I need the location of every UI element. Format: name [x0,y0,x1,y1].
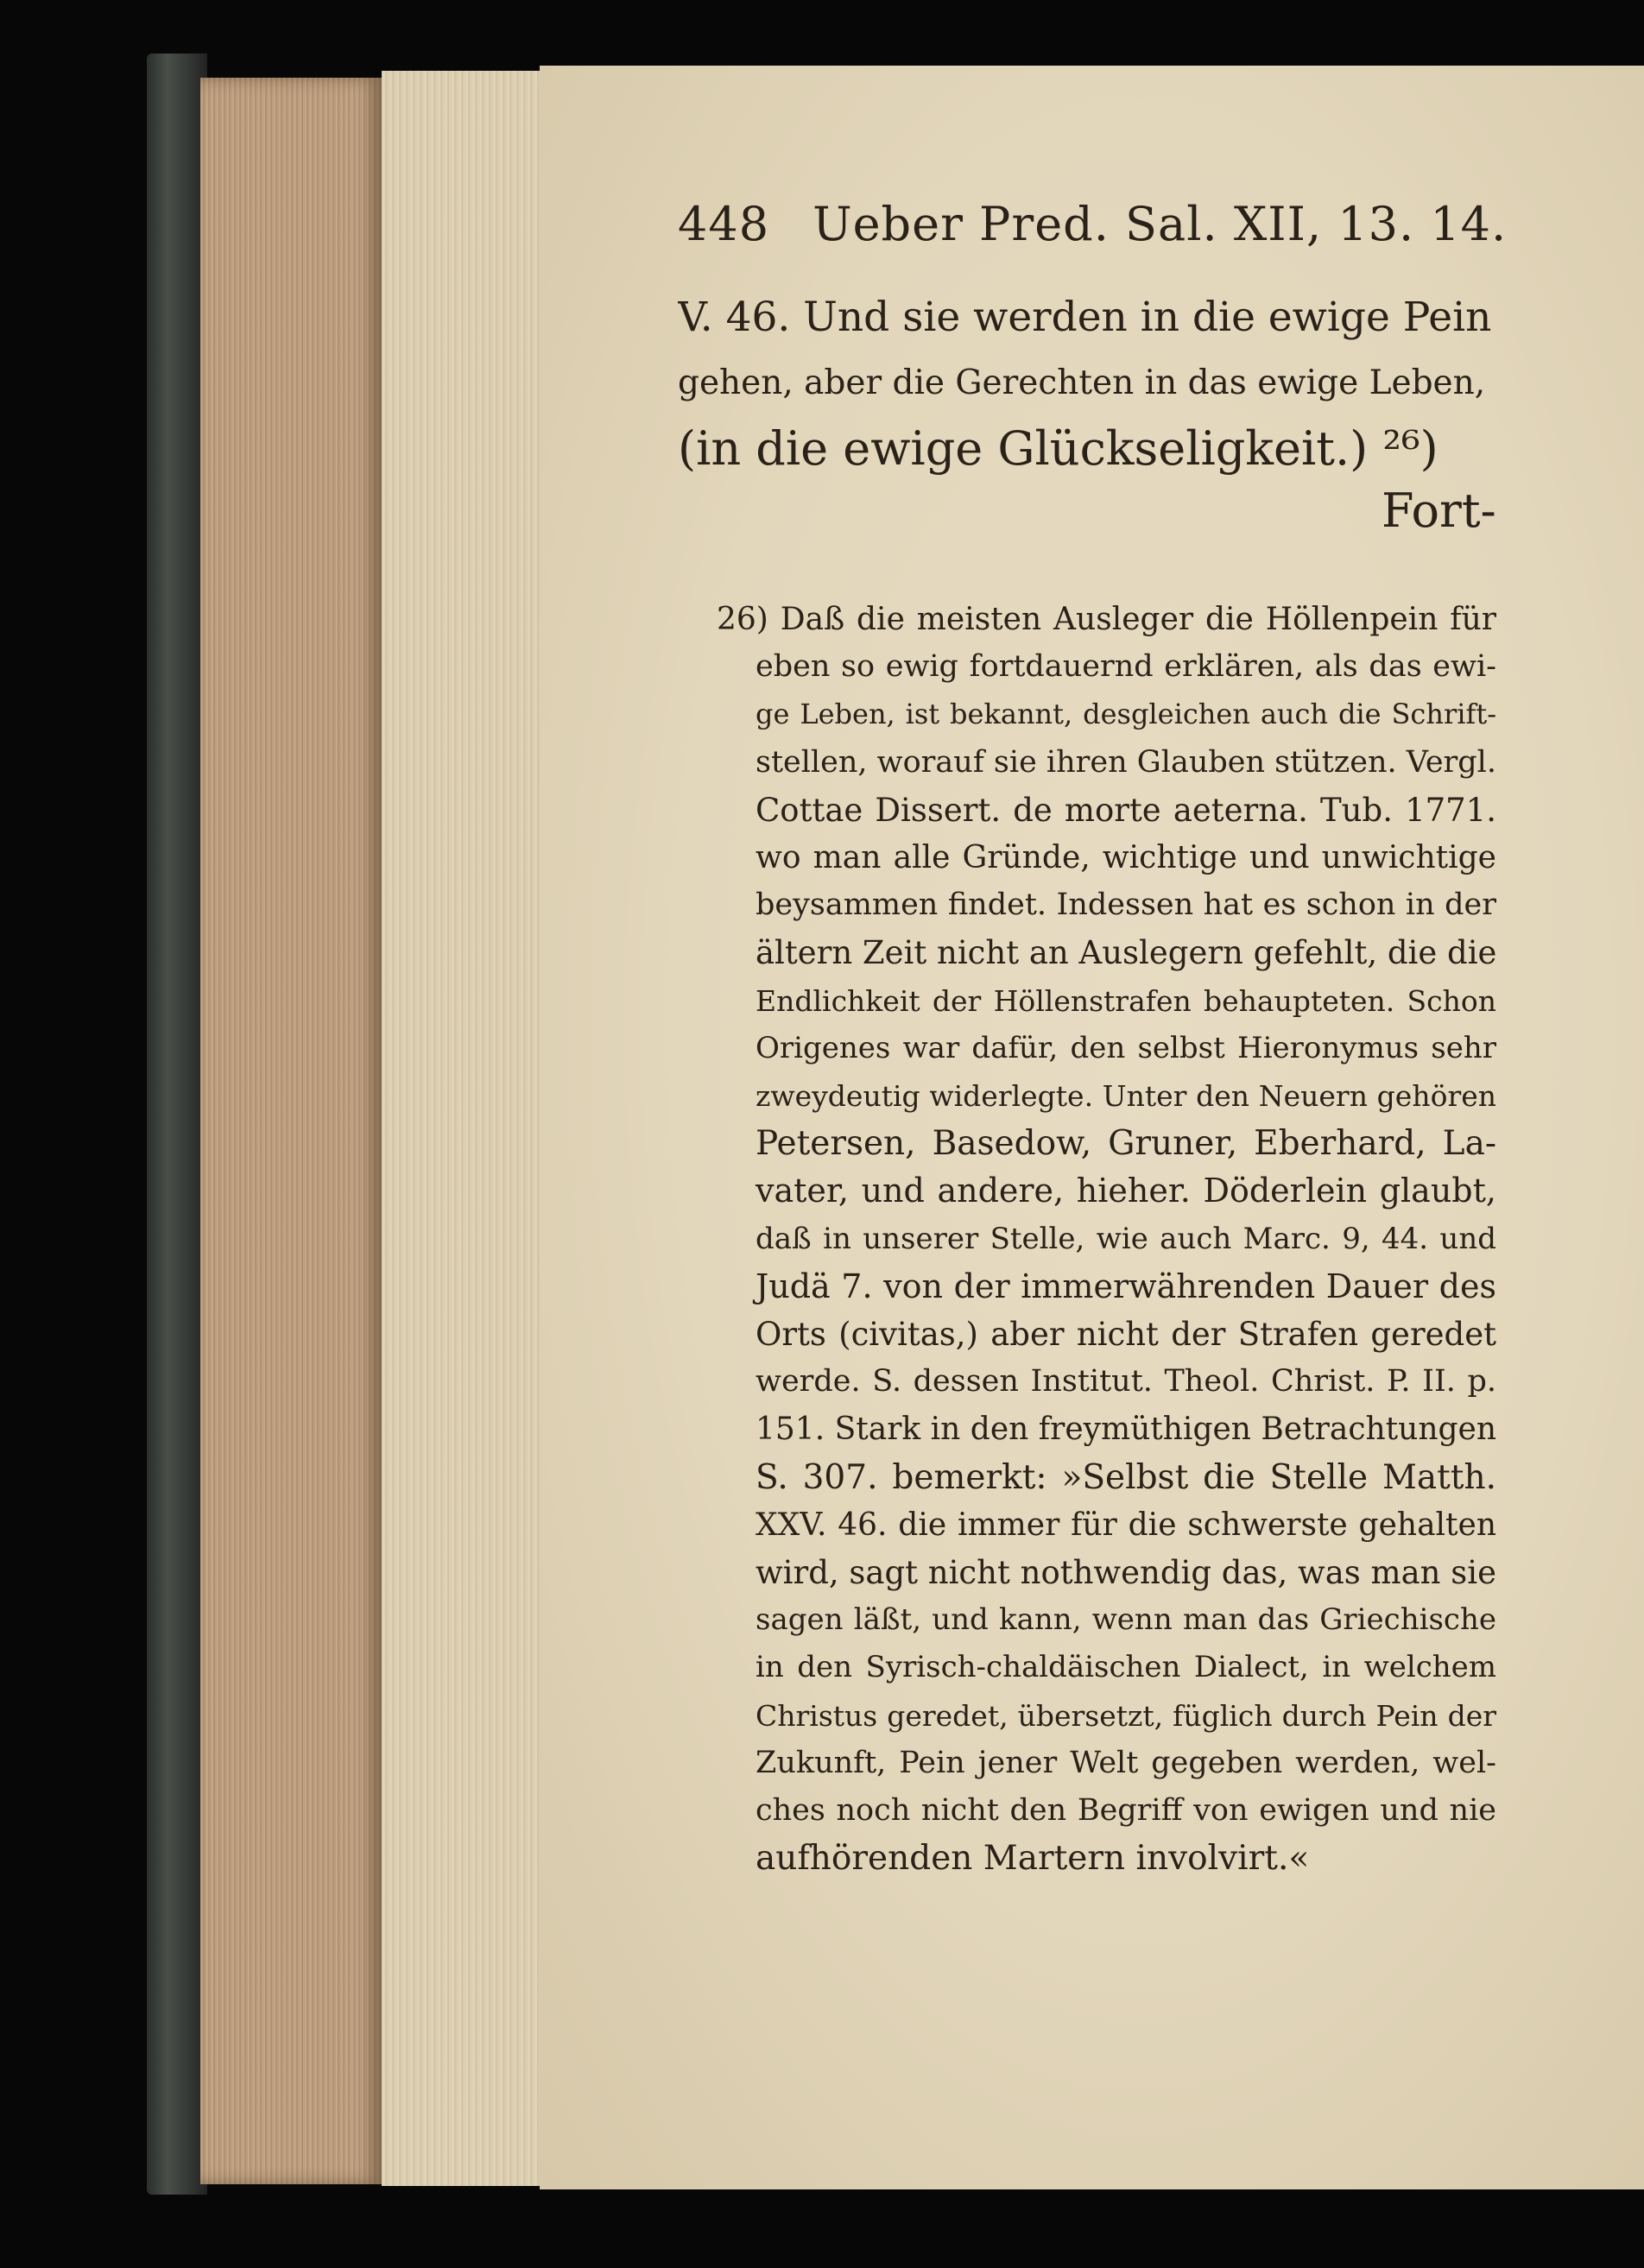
page-number: 448 [678,197,770,251]
running-title: Ueber Pred. Sal. XII, 13. 14. [813,197,1508,251]
footnote-line: Endlichkeit der Höllenstrafen behaupteten. Schon [756,983,1496,1018]
footnote-line: Judä 7. von der immerwährenden Dauer des [756,1267,1496,1305]
footnote-line: Origenes war dafür, den selbst Hieronymus sehr [756,1030,1496,1065]
footnote-line: wird, sagt nicht nothwendig das, was man sie [756,1554,1496,1592]
page-gutter [382,71,546,2186]
verse-block [678,285,1496,482]
footnote-line: Zukunft, Pein jener Welt gegeben werden, wel- [756,1745,1496,1780]
footnote-line: werde. S. dessen Institut. Theol. Christ. P. II. p. [756,1364,1496,1399]
footnote-line: aufhörenden Martern involvirt.« [756,1839,1310,1879]
footnote-line: sagen läßt, und kann, wenn man das Griechische [756,1602,1496,1638]
catchword: Fort- [1382,483,1496,538]
footnote-line: S. 307. bemerkt: »Selbst die Stelle Matth. [756,1457,1496,1497]
footnote-line: ältern Zeit nicht an Auslegern gefehlt, die die [756,934,1496,972]
book-cover-edge [147,54,207,2195]
footnote-line: Petersen, Basedow, Gruner, Eberhard, La- [756,1124,1496,1164]
footnote-line: beysammen findet. Indessen hat es schon in der [756,888,1496,923]
footnote-line: ches noch nicht den Begriff von ewigen und nie [756,1793,1496,1829]
footnote-line: XXV. 46. die immer für die schwerste gehalten [756,1507,1496,1543]
footnote-line: daß in unserer Stelle, wie auch Marc. 9, 44. und [756,1221,1496,1256]
footnote-line: ge Leben, ist bekannt, desgleichen auch die Schrift- [756,698,1496,731]
footnote-line: Cottae Dissert. de morte aeterna. Tub. 1771. [756,791,1496,829]
footnote-line: wo man alle Gründe, wichtige und unwichtige [756,840,1496,876]
footnote-block [717,596,1496,1882]
footnote-line: Orts (civitas,) aber nicht der Strafen geredet [756,1316,1496,1354]
footnote-line: Christus geredet, übersetzt, füglich durch Pein der [756,1698,1496,1733]
running-header [678,197,1507,251]
footnote-line: stellen, worauf sie ihren Glauben stützen. Vergl. [756,744,1496,780]
footnote-line: vater, und andere, hieher. Döderlein glaubt, [756,1172,1496,1210]
verse-line: (in die ewige Glückseligkeit.) ²⁶) [678,421,1438,476]
footnote-line: in den Syrisch-chaldäischen Dialect, in welchem [756,1650,1496,1685]
verse-line: V. 46. Und sie werden in die ewige Pein [678,294,1492,341]
footnote-line: 26) Daß die meisten Ausleger die Höllenpein für [717,602,1496,637]
footnote-line: 151. Stark in den freymüthigen Betrachtungen [756,1412,1496,1448]
verse-line: gehen, aber die Gerechten in das ewige Leben, [678,363,1486,402]
page-edges [200,78,382,2184]
footnote-line: zweydeutig widerlegte. Unter den Neuern gehören [756,1079,1496,1114]
footnote-line: eben so ewig fortdauernd erklären, als das ewi- [756,649,1496,685]
